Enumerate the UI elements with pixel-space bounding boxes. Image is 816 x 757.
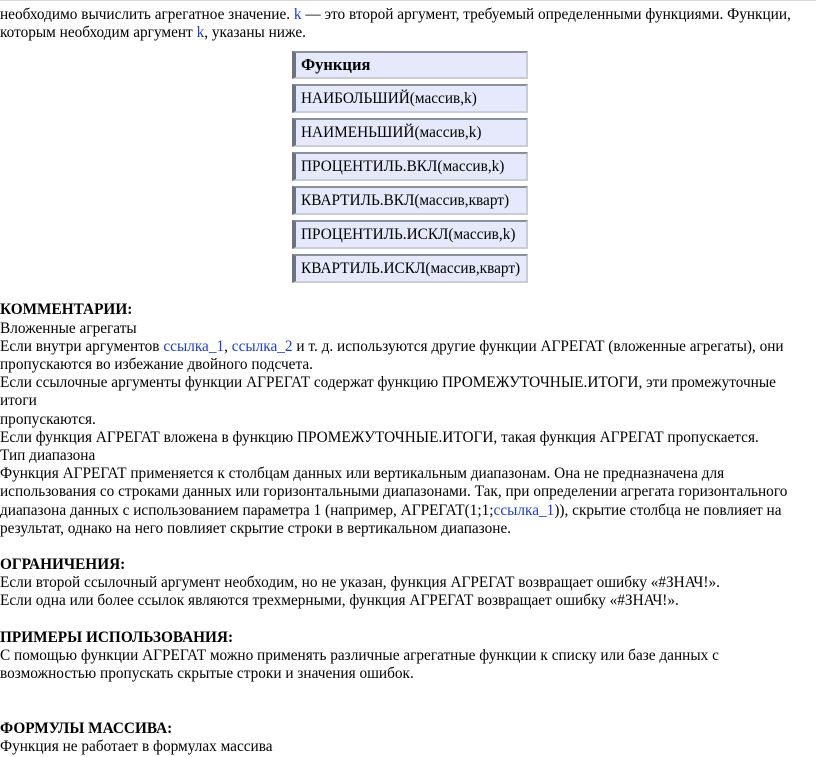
examples-line-1: С помощью функции АГРЕГАТ можно применять различные агрегатные функции к списку или базе данных с xyxy=(0,646,719,664)
table-row xyxy=(292,254,528,283)
table-cell-function: ПРОЦЕНТИЛЬ.ВКЛ(массив,k) xyxy=(292,152,528,181)
table-header-cell: Функция xyxy=(292,51,528,79)
intro-text: которым необходим аргумент xyxy=(0,24,197,42)
table-cell-function: ПРОЦЕНТИЛЬ.ИСКЛ(массив,k) xyxy=(292,220,528,249)
table-cell-function: КВАРТИЛЬ.ВКЛ(массив,кварт) xyxy=(292,186,528,215)
table-row xyxy=(292,84,528,113)
document-page xyxy=(0,6,814,757)
spacer xyxy=(0,283,814,301)
table-cell-function: КВАРТИЛЬ.ИСКЛ(массив,кварт) xyxy=(292,254,528,283)
range-paragraph-line-4: результат, однако на него повлияет скрытие строки в вертикальном диапазоне. xyxy=(0,519,512,537)
body-text: )), скрытие столбца не повлияет на xyxy=(554,501,782,519)
spacer xyxy=(0,538,814,556)
table-header-row xyxy=(292,51,528,79)
range-type-title: Тип диапазона xyxy=(0,447,96,465)
body-text: и т. д. используются другие функции АГРЕГАТ (вложенные агрегаты), они xyxy=(292,337,784,355)
table-row xyxy=(292,152,528,181)
examples-heading: ПРИМЕРЫ ИСПОЛЬЗОВАНИЯ: xyxy=(0,628,234,646)
nested-aggregates-title: Вложенные агрегаты xyxy=(0,319,137,337)
range-paragraph-line-2: использования со строками данных или горизонтальными диапазонами. Так, при определении агрегата горизонтального xyxy=(0,483,788,501)
body-text: диапазона данных с использованием параметра 1 (например, АГРЕГАТ(1;1; xyxy=(0,501,494,519)
intro-line-2 xyxy=(0,24,814,42)
table-cell-function: НАИМЕНЬШИЙ(массив,k) xyxy=(292,118,528,147)
body-text: , xyxy=(224,337,232,355)
intro-text: , указаны ниже. xyxy=(204,24,306,42)
table-row xyxy=(292,186,528,215)
intro-text: — это второй аргумент, требуемый определенными функциями. Функции, xyxy=(301,6,791,23)
limits-heading: ОГРАНИЧЕНИЯ: xyxy=(0,556,126,574)
limits-line-2: Если одна или более ссылок являются трехмерными, функция АГРЕГАТ возвращает ошибку «#ЗНАЧ!». xyxy=(0,592,679,610)
nested-paragraph-3: Если функция АГРЕГАТ вложена в функцию ПРОМЕЖУТОЧНЫЕ.ИТОГИ, такая функция АГРЕГАТ пропускается. xyxy=(0,428,759,446)
nested-paragraph-2-line-1: Если ссылочные аргументы функции АГРЕГАТ содержат функцию ПРОМЕЖУТОЧНЫЕ.ИТОГИ, эти промежуточные итоги xyxy=(0,374,776,410)
functions-table xyxy=(292,46,528,288)
range-paragraph-line-3 xyxy=(0,502,814,520)
ref2-term: ссылка_2 xyxy=(231,337,293,355)
k-argument-term: k xyxy=(293,6,302,23)
examples-line-2: возможностью пропускать скрытые строки и значения ошибок. xyxy=(0,665,414,683)
nested-paragraph-1-line-2: пропускаются во избежание двойного подсчета. xyxy=(0,356,313,374)
intro-line-1 xyxy=(0,6,814,24)
spacer xyxy=(0,683,814,720)
spacer xyxy=(0,611,814,629)
ref1-term: ссылка_1 xyxy=(493,501,555,519)
limits-line-1: Если второй ссылочный аргумент необходим, но не указан, функция АГРЕГАТ возвращает ошибку «#ЗНАЧ!». xyxy=(0,574,720,592)
nested-paragraph-2-line-2: пропускаются. xyxy=(0,410,96,428)
functions-table-wrapper xyxy=(292,46,524,288)
k-argument-term: k xyxy=(196,24,205,42)
array-formulas-heading: ФОРМУЛЫ МАССИВА: xyxy=(0,720,173,738)
table-cell-function: НАИБОЛЬШИЙ(массив,k) xyxy=(292,84,528,113)
intro-text: необходимо вычислить агрегатное значение. xyxy=(0,6,294,23)
table-row xyxy=(292,220,528,249)
array-formulas-line-1: Функция не работает в формулах массива xyxy=(0,738,273,756)
nested-paragraph-1-line-1 xyxy=(0,338,814,356)
body-text: Если внутри аргументов xyxy=(0,337,164,355)
table-row xyxy=(292,118,528,147)
ref1-term: ссылка_1 xyxy=(163,337,225,355)
top-divider xyxy=(0,0,816,1)
comments-heading: КОММЕНТАРИИ: xyxy=(0,301,133,319)
range-paragraph-line-1: Функция АГРЕГАТ применяется к столбцам данных или вертикальным диапазонам. Она не предназначена для xyxy=(0,465,725,483)
